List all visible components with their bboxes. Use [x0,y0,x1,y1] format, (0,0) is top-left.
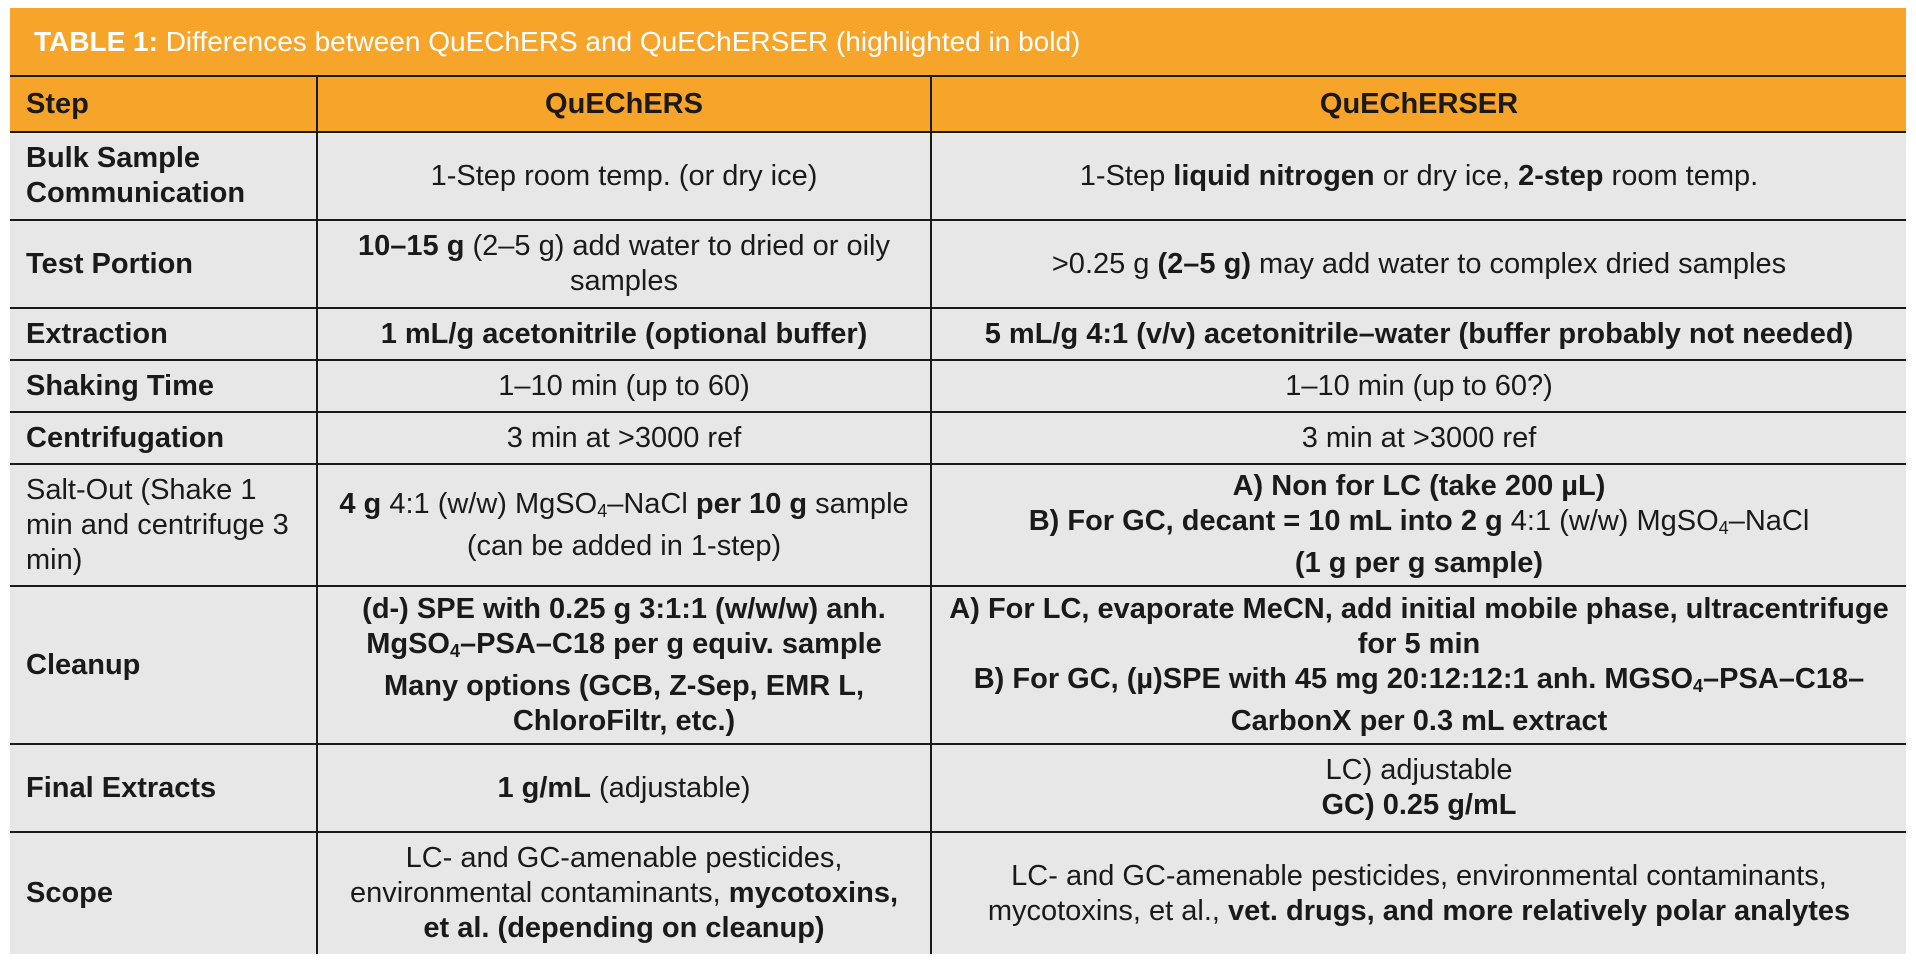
quechers-cell: 1 mL/g acetonitrile (optional buffer) [317,308,931,360]
table-row [10,220,1906,308]
quecherser-cell: 1-Step liquid nitrogen or dry ice, 2-step room temp. [931,132,1906,220]
header-row [10,76,1906,132]
table-row [10,586,1906,744]
quechers-cell: 10–15 g (2–5 g) add water to dried or oily samples [317,220,931,308]
quechers-cell: 1–10 min (up to 60) [317,360,931,412]
header-quechers: QuEChERS [317,76,931,132]
table-row [10,360,1906,412]
quecherser-cell: LC) adjustable GC) 0.25 g/mL [931,744,1906,832]
quecherser-cell: LC- and GC-amenable pesticides, environmental contaminants, mycotoxins, et al., vet. drugs, and more relatively polar analytes [931,832,1906,954]
step-cell: Final Extracts [10,744,317,832]
table-row [10,412,1906,464]
table-row [10,832,1906,954]
quechers-cell: (d-) SPE with 0.25 g 3:1:1 (w/w/w) anh. MgSO$_4$–PSA–C18 per g equiv. sample Many options (GCB, Z-Sep, EMR L, ChloroFiltr, etc.) [317,586,931,744]
table-container [10,8,1906,954]
step-cell: Scope [10,832,317,954]
quechers-cell: LC- and GC-amenable pesticides, environmental contaminants, mycotoxins, et al. (depending on cleanup) [317,832,931,954]
quecherser-cell: A) For LC, evaporate MeCN, add initial mobile phase, ultracentrifuge for 5 min B) For GC, (µ)SPE with 45 mg 20:12:12:1 anh. $MGSO_4-PSA-C18-$ CarbonX per 0.3 mL extract [931,586,1906,744]
step-cell: Bulk Sample Communication [10,132,317,220]
quechers-cell: 1-Step room temp. (or dry ice) [317,132,931,220]
table-row [10,308,1906,360]
step-cell: Centrifugation [10,412,317,464]
header-quecherser: QuEChERSER [931,76,1906,132]
comparison-table [10,75,1906,954]
step-cell: Cleanup [10,586,317,744]
quecherser-cell: A) Non for LC (take 200 µL) B) For GC, decant = 10 mL into 2 g 4:1 (w/w) MgSO$_4$–NaCl (1 g per g sample) [931,464,1906,586]
step-cell: Shaking Time [10,360,317,412]
quecherser-cell: 5 mL/g 4:1 (v/v) acetonitrile–water (buffer probably not needed) [931,308,1906,360]
table-title [10,8,1906,75]
table-title-label: TABLE 1: [34,26,158,57]
step-cell: Test Portion [10,220,317,308]
step-cell: Salt-Out (Shake 1 min and centrifuge 3 min) [10,464,317,586]
table-row [10,132,1906,220]
header-step: Step [10,76,317,132]
table-row [10,744,1906,832]
step-cell: Extraction [10,308,317,360]
quechers-cell: 3 min at >3000 ref [317,412,931,464]
table-title-text: Differences between QuEChERS and QuEChERSER (highlighted in bold) [165,26,1081,57]
quecherser-cell: 3 min at >3000 ref [931,412,1906,464]
quechers-cell: 4 g 4:1 (w/w) MgSO$_4$–NaCl per 10 g sample (can be added in 1-step) [317,464,931,586]
quecherser-cell: >0.25 g (2–5 g) may add water to complex dried samples [931,220,1906,308]
quecherser-cell: 1–10 min (up to 60?) [931,360,1906,412]
table-row [10,464,1906,586]
quechers-cell: 1 g/mL (adjustable) [317,744,931,832]
